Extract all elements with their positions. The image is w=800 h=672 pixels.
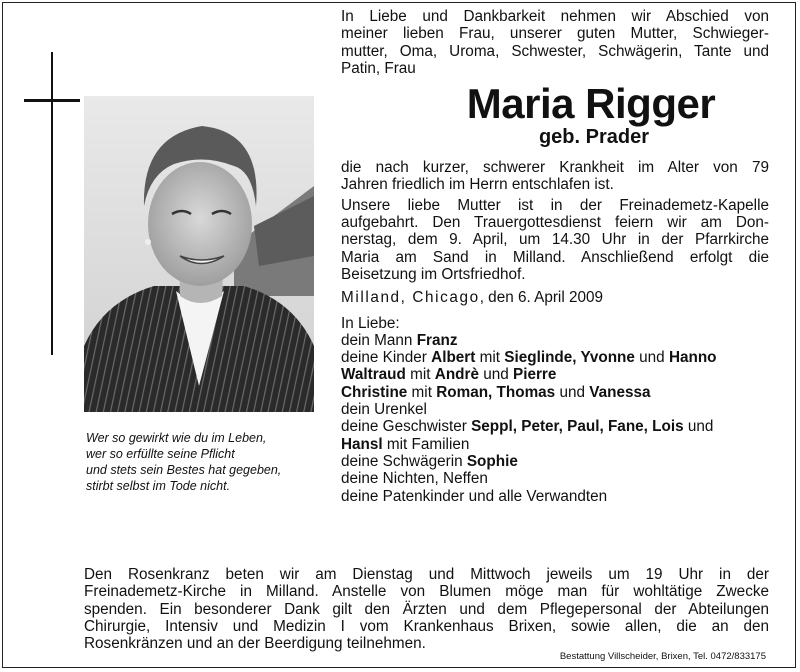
text-line: Den Rosenkranz beten wir am Dienstag und Mittwoch jeweils um 19 Uhr in der [84,566,769,583]
place: Milland, Chicago [341,289,480,307]
text-line: mutter, Oma, Uroma, Schwester, Schwägerin, Tante und [341,42,769,60]
text-line: Jahren friedlich im Herrn entschlafen ist. [341,176,614,194]
funeral-home-credit: Bestattung Villscheider, Brixen, Tel. 0472/833175 [559,651,766,662]
family-line: deine Geschwister Seppl, Peter, Paul, Fane, Lois und [341,418,714,436]
family-line: deine Nichten, Neffen [341,470,488,488]
text-line: meiner lieben Frau, unserer guten Mutter, Schwieger- [341,25,769,43]
family-line: Waltraud mit Andrè und Pierre [341,366,557,384]
text-line: Beisetzung im Ortsfriedhof. [341,265,526,283]
cross-vertical-bar [51,52,53,355]
family-list [341,332,769,505]
quote-line: und stets sein Bestes hat gegeben, [86,463,282,477]
text-line: Rosenkränzen und an der Beerdigung teilnehmen. [84,635,426,653]
deceased-name: Maria Rigger [466,80,716,128]
text-line: In Liebe und Dankbarkeit nehmen wir Abschied von [341,8,769,25]
maiden-name: geb. Prader [538,126,650,149]
death-paragraph [341,159,769,194]
family-line: deine Patenkinder und alle Verwandten [341,487,608,505]
funeral-paragraph [341,197,769,283]
text-line: die nach kurzer, schwerer Krankheit im Alter von 79 [341,159,769,177]
text-line: Unsere liebe Mutter ist in der Freinademetz-Kapelle [341,196,769,214]
text-line: Maria am Sand in Milland. Anschließend erfolgt die [341,248,769,266]
in-love-label: In Liebe: [341,314,400,332]
cross-horizontal-bar [24,99,80,102]
text-line: Freinademetz-Kirche in Milland. Anstelle von Blumen möge man für wohltätige Zwecke [84,583,769,601]
text-line: Patin, Frau [341,59,416,77]
notice-text-column [341,8,769,505]
memorial-quote [86,430,331,494]
portrait-photo [84,96,314,412]
family-line: deine Schwägerin Sophie [341,452,518,470]
family-line: dein Mann Franz [341,331,458,349]
family-line: Hansl mit Familien [341,435,470,453]
quote-line: stirbt selbst im Tode nicht. [86,479,231,493]
family-line: deine Kinder Albert mit Sieglinde, Yvonne und Hanno [341,349,717,367]
date: , den 6. April 2009 [479,289,604,307]
family-line: Christine mit Roman, Thomas und Vanessa [341,383,651,401]
text-line: aufgebahrt. Den Trauergottesdienst feiern wir am Don- [341,214,769,232]
text-line: spenden. Ein besonderer Dank gilt den Ärzten und dem Pflegepersonal der Abteilungen [84,600,769,618]
text-line: nerstag, dem 9. April, um 14.30 Uhr in der Pfarrkirche [341,231,769,249]
family-line: dein Urenkel [341,401,427,419]
intro-paragraph [341,8,769,77]
quote-line: Wer so gewirkt wie du im Leben, [86,431,267,445]
place-date-line [341,289,769,306]
text-line: Chirurgie, Intensiv und Medizin I vom Krankenhaus Brixen, sowie allen, die an den [84,617,769,635]
rosary-paragraph [84,566,769,652]
quote-line: wer so erfüllte seine Pflicht [86,447,235,461]
